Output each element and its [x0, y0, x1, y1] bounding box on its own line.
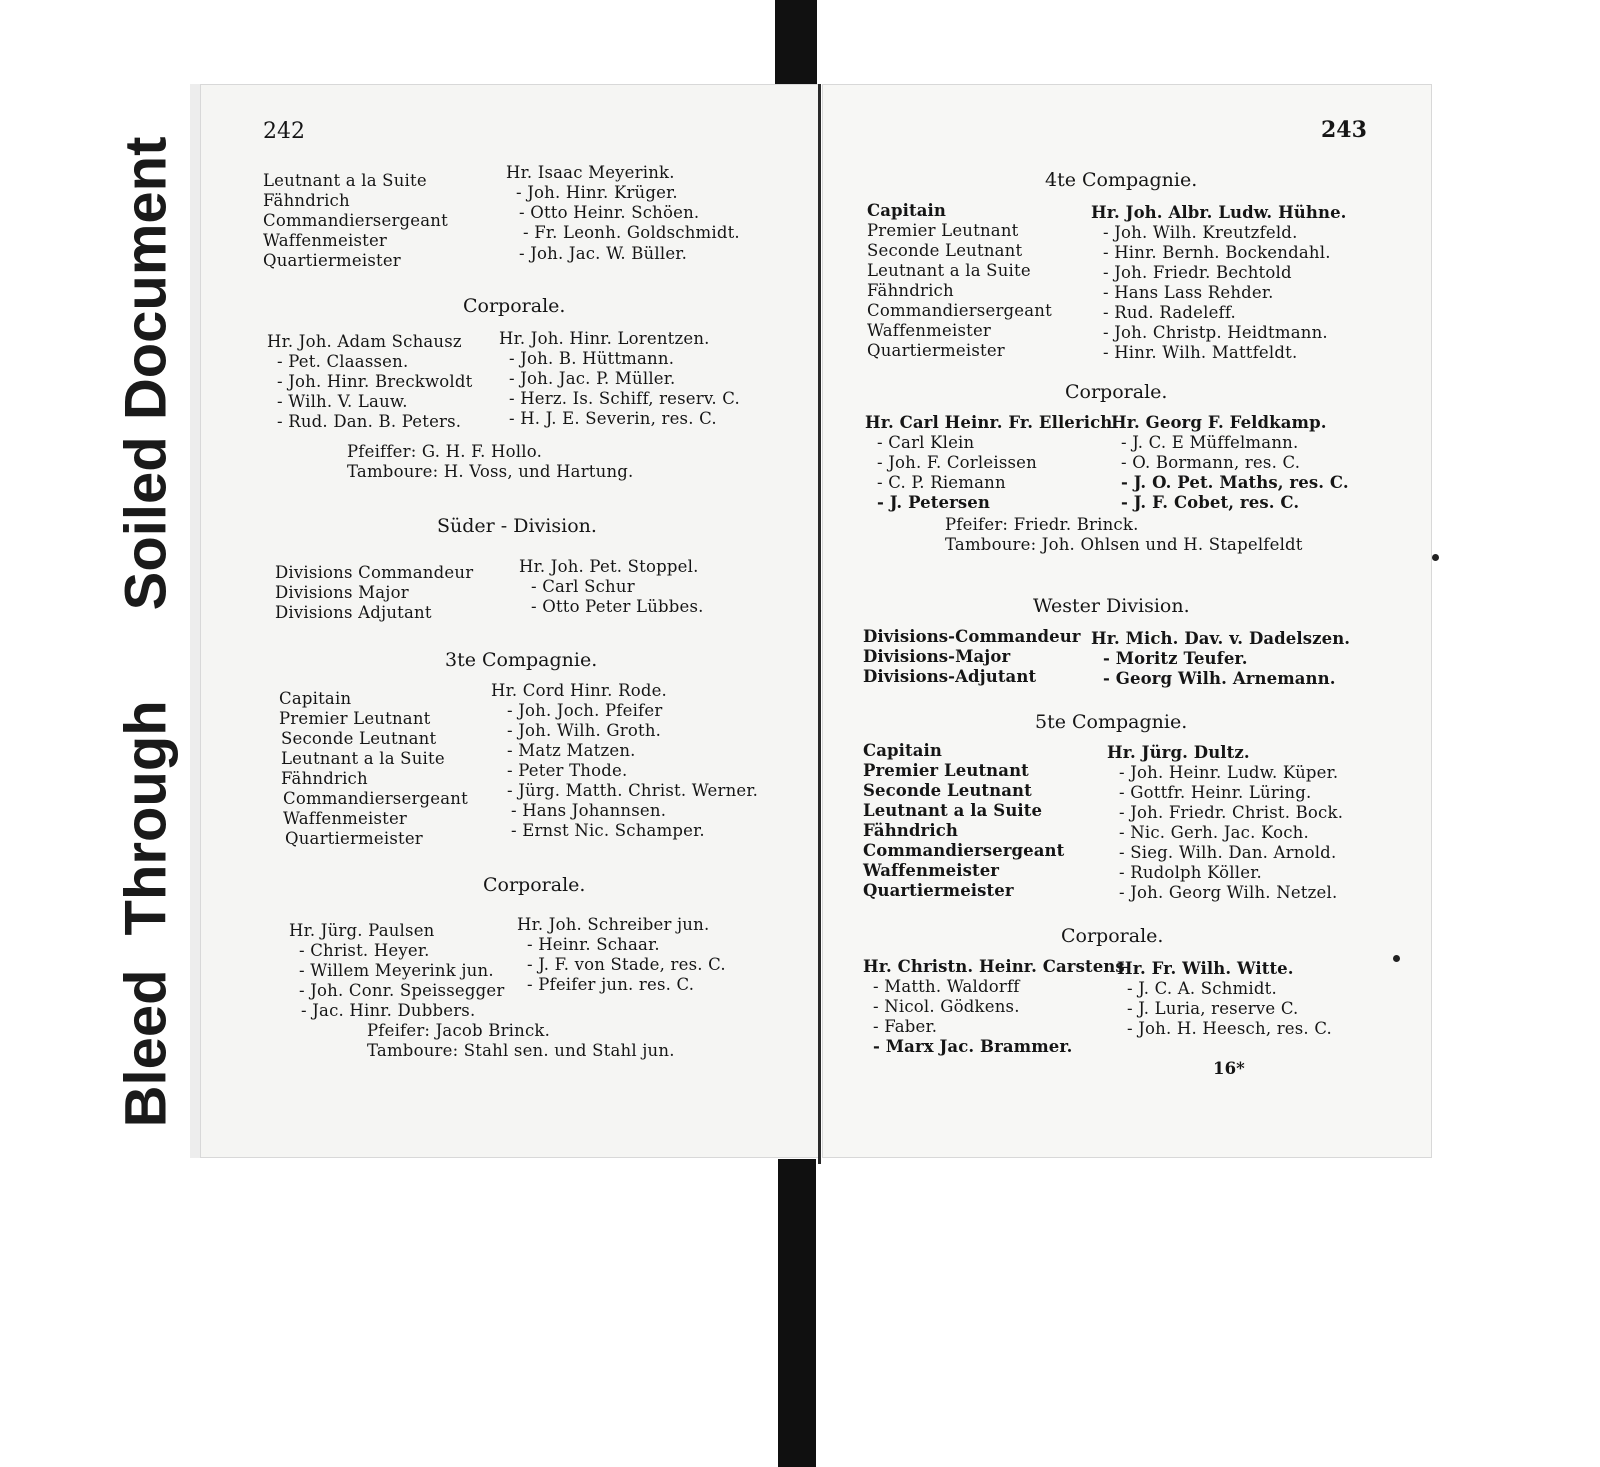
binding-clip-bottom	[778, 1159, 816, 1467]
rank-label: Fähndrich	[281, 769, 368, 788]
list-item: Hr. Joh. Hinr. Lorentzen.	[499, 329, 710, 348]
list-item: - Faber.	[873, 1017, 938, 1036]
list-item: - O. Bormann, res. C.	[1121, 453, 1301, 472]
officer-name: - Hinr. Bernh. Bockendahl.	[1103, 243, 1331, 262]
list-item: Hr. Christn. Heinr. Carstens	[863, 957, 1125, 976]
officer-name: - Otto Heinr. Schöen.	[519, 203, 700, 222]
rank-label: Fähndrich	[263, 191, 350, 210]
list-item: - Joh. F. Corleissen	[877, 453, 1037, 472]
list-item: Hr. Fr. Wilh. Witte.	[1117, 959, 1294, 978]
list-item: - Marx Jac. Brammer.	[873, 1037, 1073, 1056]
rank-label: Capitain	[279, 689, 352, 708]
officer-name: - Joh. Joch. Pfeifer	[507, 701, 663, 720]
rank-label: Waffenmeister	[263, 231, 388, 250]
rank-label: Divisions Commandeur	[275, 563, 474, 582]
officer-name: - Rud. Radeleff.	[1103, 303, 1237, 322]
tamboure-line: Tamboure: Joh. Ohlsen und H. Stapelfeldt	[945, 535, 1303, 554]
rank-label: Commandiersergeant	[263, 211, 448, 230]
officer-name: - Joh. Georg Wilh. Netzel.	[1119, 883, 1338, 902]
rank-label: Leutnant a la Suite	[263, 171, 427, 190]
company-heading: 3te Compagnie.	[445, 649, 598, 671]
list-item: - J. F. von Stade, res. C.	[527, 955, 726, 974]
rank-label: Waffenmeister	[283, 809, 408, 828]
tamboure-line: Tamboure: H. Voss, und Hartung.	[347, 462, 634, 481]
officer-name: - Rudolph Köller.	[1119, 863, 1262, 882]
rank-label: Commandiersergeant	[867, 301, 1052, 320]
officer-name: Hr. Joh. Albr. Ludw. Hühne.	[1091, 203, 1347, 222]
officer-name: Hr. Cord Hinr. Rode.	[491, 681, 667, 700]
rank-label: Fähndrich	[867, 281, 954, 300]
page-number: 242	[263, 119, 305, 144]
page-number: 243	[1321, 117, 1367, 143]
officer-name: - Joh. Wilh. Groth.	[507, 721, 662, 740]
rank-label: Quartiermeister	[867, 341, 1005, 360]
officer-name: - Joh. Christp. Heidtmann.	[1103, 323, 1328, 342]
officer-name: - Fr. Leonh. Goldschmidt.	[523, 223, 740, 242]
rank-label: Waffenmeister	[863, 861, 1000, 880]
list-item: - H. J. E. Severin, res. C.	[509, 409, 717, 428]
list-item: - Christ. Heyer.	[299, 941, 430, 960]
ink-speck	[1432, 554, 1439, 561]
section-heading: Corporale.	[463, 295, 566, 317]
signature-mark: 16*	[1213, 1059, 1245, 1078]
list-item: - Nicol. Gödkens.	[873, 997, 1020, 1016]
list-item: - Willem Meyerink jun.	[299, 961, 494, 980]
list-item: - Carl Klein	[877, 433, 975, 452]
list-item: - J. Luria, reserve C.	[1127, 999, 1299, 1018]
list-item: - Jac. Hinr. Dubbers.	[301, 1001, 476, 1020]
side-label-panel	[90, 130, 200, 1135]
rank-label: Quartiermeister	[285, 829, 423, 848]
rank-label: Quartiermeister	[263, 251, 401, 270]
list-item: - Joh. Hinr. Breckwoldt	[277, 372, 473, 391]
officer-name: - Otto Peter Lübbes.	[531, 597, 704, 616]
rank-label: Premier Leutnant	[867, 221, 1019, 240]
officer-name: - Carl Schur	[531, 577, 635, 596]
rank-label: Capitain	[867, 201, 947, 220]
book-gutter	[818, 84, 821, 1164]
list-item: - Joh. Conr. Speissegger	[299, 981, 505, 1000]
list-item: - J. C. A. Schmidt.	[1127, 979, 1277, 998]
pfeiffer-line: Pfeiffer: G. H. F. Hollo.	[347, 442, 543, 461]
company-heading: 4te Compagnie.	[1045, 169, 1198, 191]
list-item: - Heinr. Schaar.	[527, 935, 660, 954]
rank-label: Leutnant a la Suite	[863, 801, 1043, 820]
list-item: - Herz. Is. Schiff, reserv. C.	[509, 389, 740, 408]
list-item: - J. C. E Müffelmann.	[1121, 433, 1299, 452]
list-item: - Joh. Jac. P. Müller.	[509, 369, 676, 388]
division-heading: Süder - Division.	[437, 515, 597, 537]
list-item: Hr. Joh. Adam Schausz	[267, 332, 462, 351]
pfeifer-line: Pfeifer: Friedr. Brinck.	[945, 515, 1139, 534]
rank-label: Divisions-Major	[863, 647, 1011, 666]
side-label-word-through: Through	[113, 700, 178, 936]
tamboure-line: Tamboure: Stahl sen. und Stahl jun.	[367, 1041, 675, 1060]
rank-label: Waffenmeister	[867, 321, 992, 340]
officer-name: - Georg Wilh. Arnemann.	[1103, 669, 1336, 688]
officer-name: - Hans Johannsen.	[511, 801, 667, 820]
rank-label: Commandiersergeant	[863, 841, 1065, 860]
officer-name: - Sieg. Wilh. Dan. Arnold.	[1119, 843, 1337, 862]
officer-name: - Joh. Wilh. Kreutzfeld.	[1103, 223, 1298, 242]
officer-name: Hr. Joh. Pet. Stoppel.	[519, 557, 699, 576]
officer-name: Hr. Mich. Dav. v. Dadelszen.	[1091, 629, 1351, 648]
company-heading: 5te Compagnie.	[1035, 711, 1188, 733]
section-heading: Corporale.	[1065, 381, 1168, 403]
officer-name: - Joh. Friedr. Christ. Bock.	[1119, 803, 1344, 822]
list-item: - J. O. Pet. Maths, res. C.	[1121, 473, 1349, 492]
list-item: Hr. Georg F. Feldkamp.	[1111, 413, 1327, 432]
rank-label: Fähndrich	[863, 821, 958, 840]
officer-name: - Ernst Nic. Schamper.	[511, 821, 705, 840]
list-item: - C. P. Riemann	[877, 473, 1006, 492]
right-page	[822, 84, 1432, 1158]
officer-name: Hr. Isaac Meyerink.	[506, 163, 675, 182]
list-item: - Pfeifer jun. res. C.	[527, 975, 695, 994]
officer-name: - Joh. Heinr. Ludw. Küper.	[1119, 763, 1339, 782]
rank-label: Seconde Leutnant	[867, 241, 1023, 260]
officer-name: - Hans Lass Rehder.	[1103, 283, 1274, 302]
list-item: - Pet. Claassen.	[277, 352, 409, 371]
list-item: - J. F. Cobet, res. C.	[1121, 493, 1300, 512]
list-item: - Joh. B. Hüttmann.	[509, 349, 675, 368]
left-page	[200, 84, 820, 1158]
list-item: - Joh. H. Heesch, res. C.	[1127, 1019, 1332, 1038]
officer-name: - Joh. Hinr. Krüger.	[516, 183, 678, 202]
list-item: Hr. Carl Heinr. Fr. Ellerich	[865, 413, 1113, 432]
section-heading: Corporale.	[483, 874, 586, 896]
rank-label: Commandiersergeant	[283, 789, 468, 808]
side-label-word-soiled-document: Soiled Document	[113, 136, 178, 611]
list-item: - J. Petersen	[877, 493, 990, 512]
officer-name: - Jürg. Matth. Christ. Werner.	[507, 781, 759, 800]
rank-label: Divisions Adjutant	[275, 603, 432, 622]
side-label-word-bleed: Bleed	[113, 969, 178, 1128]
rank-label: Leutnant a la Suite	[281, 749, 445, 768]
list-item: - Rud. Dan. B. Peters.	[277, 412, 462, 431]
officer-name: - Matz Matzen.	[507, 741, 636, 760]
division-heading: Wester Division.	[1033, 595, 1190, 617]
list-item: Hr. Jürg. Paulsen	[289, 921, 435, 940]
officer-name: - Joh. Jac. W. Büller.	[519, 244, 688, 263]
side-label-text	[91, 130, 201, 1135]
list-item: Hr. Joh. Schreiber jun.	[517, 915, 710, 934]
officer-name: Hr. Jürg. Dultz.	[1107, 743, 1250, 762]
rank-label: Leutnant a la Suite	[867, 261, 1031, 280]
rank-label: Divisions-Adjutant	[863, 667, 1037, 686]
rank-label: Seconde Leutnant	[281, 729, 437, 748]
list-item: - Wilh. V. Lauw.	[277, 392, 408, 411]
officer-name: - Joh. Friedr. Bechtold	[1103, 263, 1292, 282]
rank-label: Seconde Leutnant	[863, 781, 1032, 800]
officer-name: - Nic. Gerh. Jac. Koch.	[1119, 823, 1309, 842]
binding-clip-top	[775, 0, 817, 84]
rank-label: Divisions Major	[275, 583, 409, 602]
officer-name: - Moritz Teufer.	[1103, 649, 1248, 668]
rank-label: Divisions-Commandeur	[863, 627, 1081, 646]
officer-name: - Peter Thode.	[507, 761, 628, 780]
rank-label: Premier Leutnant	[279, 709, 431, 728]
pfeifer-line: Pfeifer: Jacob Brinck.	[367, 1021, 551, 1040]
section-heading: Corporale.	[1061, 925, 1164, 947]
officer-name: - Hinr. Wilh. Mattfeldt.	[1103, 343, 1298, 362]
rank-label: Capitain	[863, 741, 943, 760]
rank-label: Quartiermeister	[863, 881, 1014, 900]
officer-name: - Gottfr. Heinr. Lüring.	[1119, 783, 1312, 802]
list-item: - Matth. Waldorff	[873, 977, 1020, 996]
ink-speck	[1393, 955, 1400, 962]
rank-label: Premier Leutnant	[863, 761, 1029, 780]
